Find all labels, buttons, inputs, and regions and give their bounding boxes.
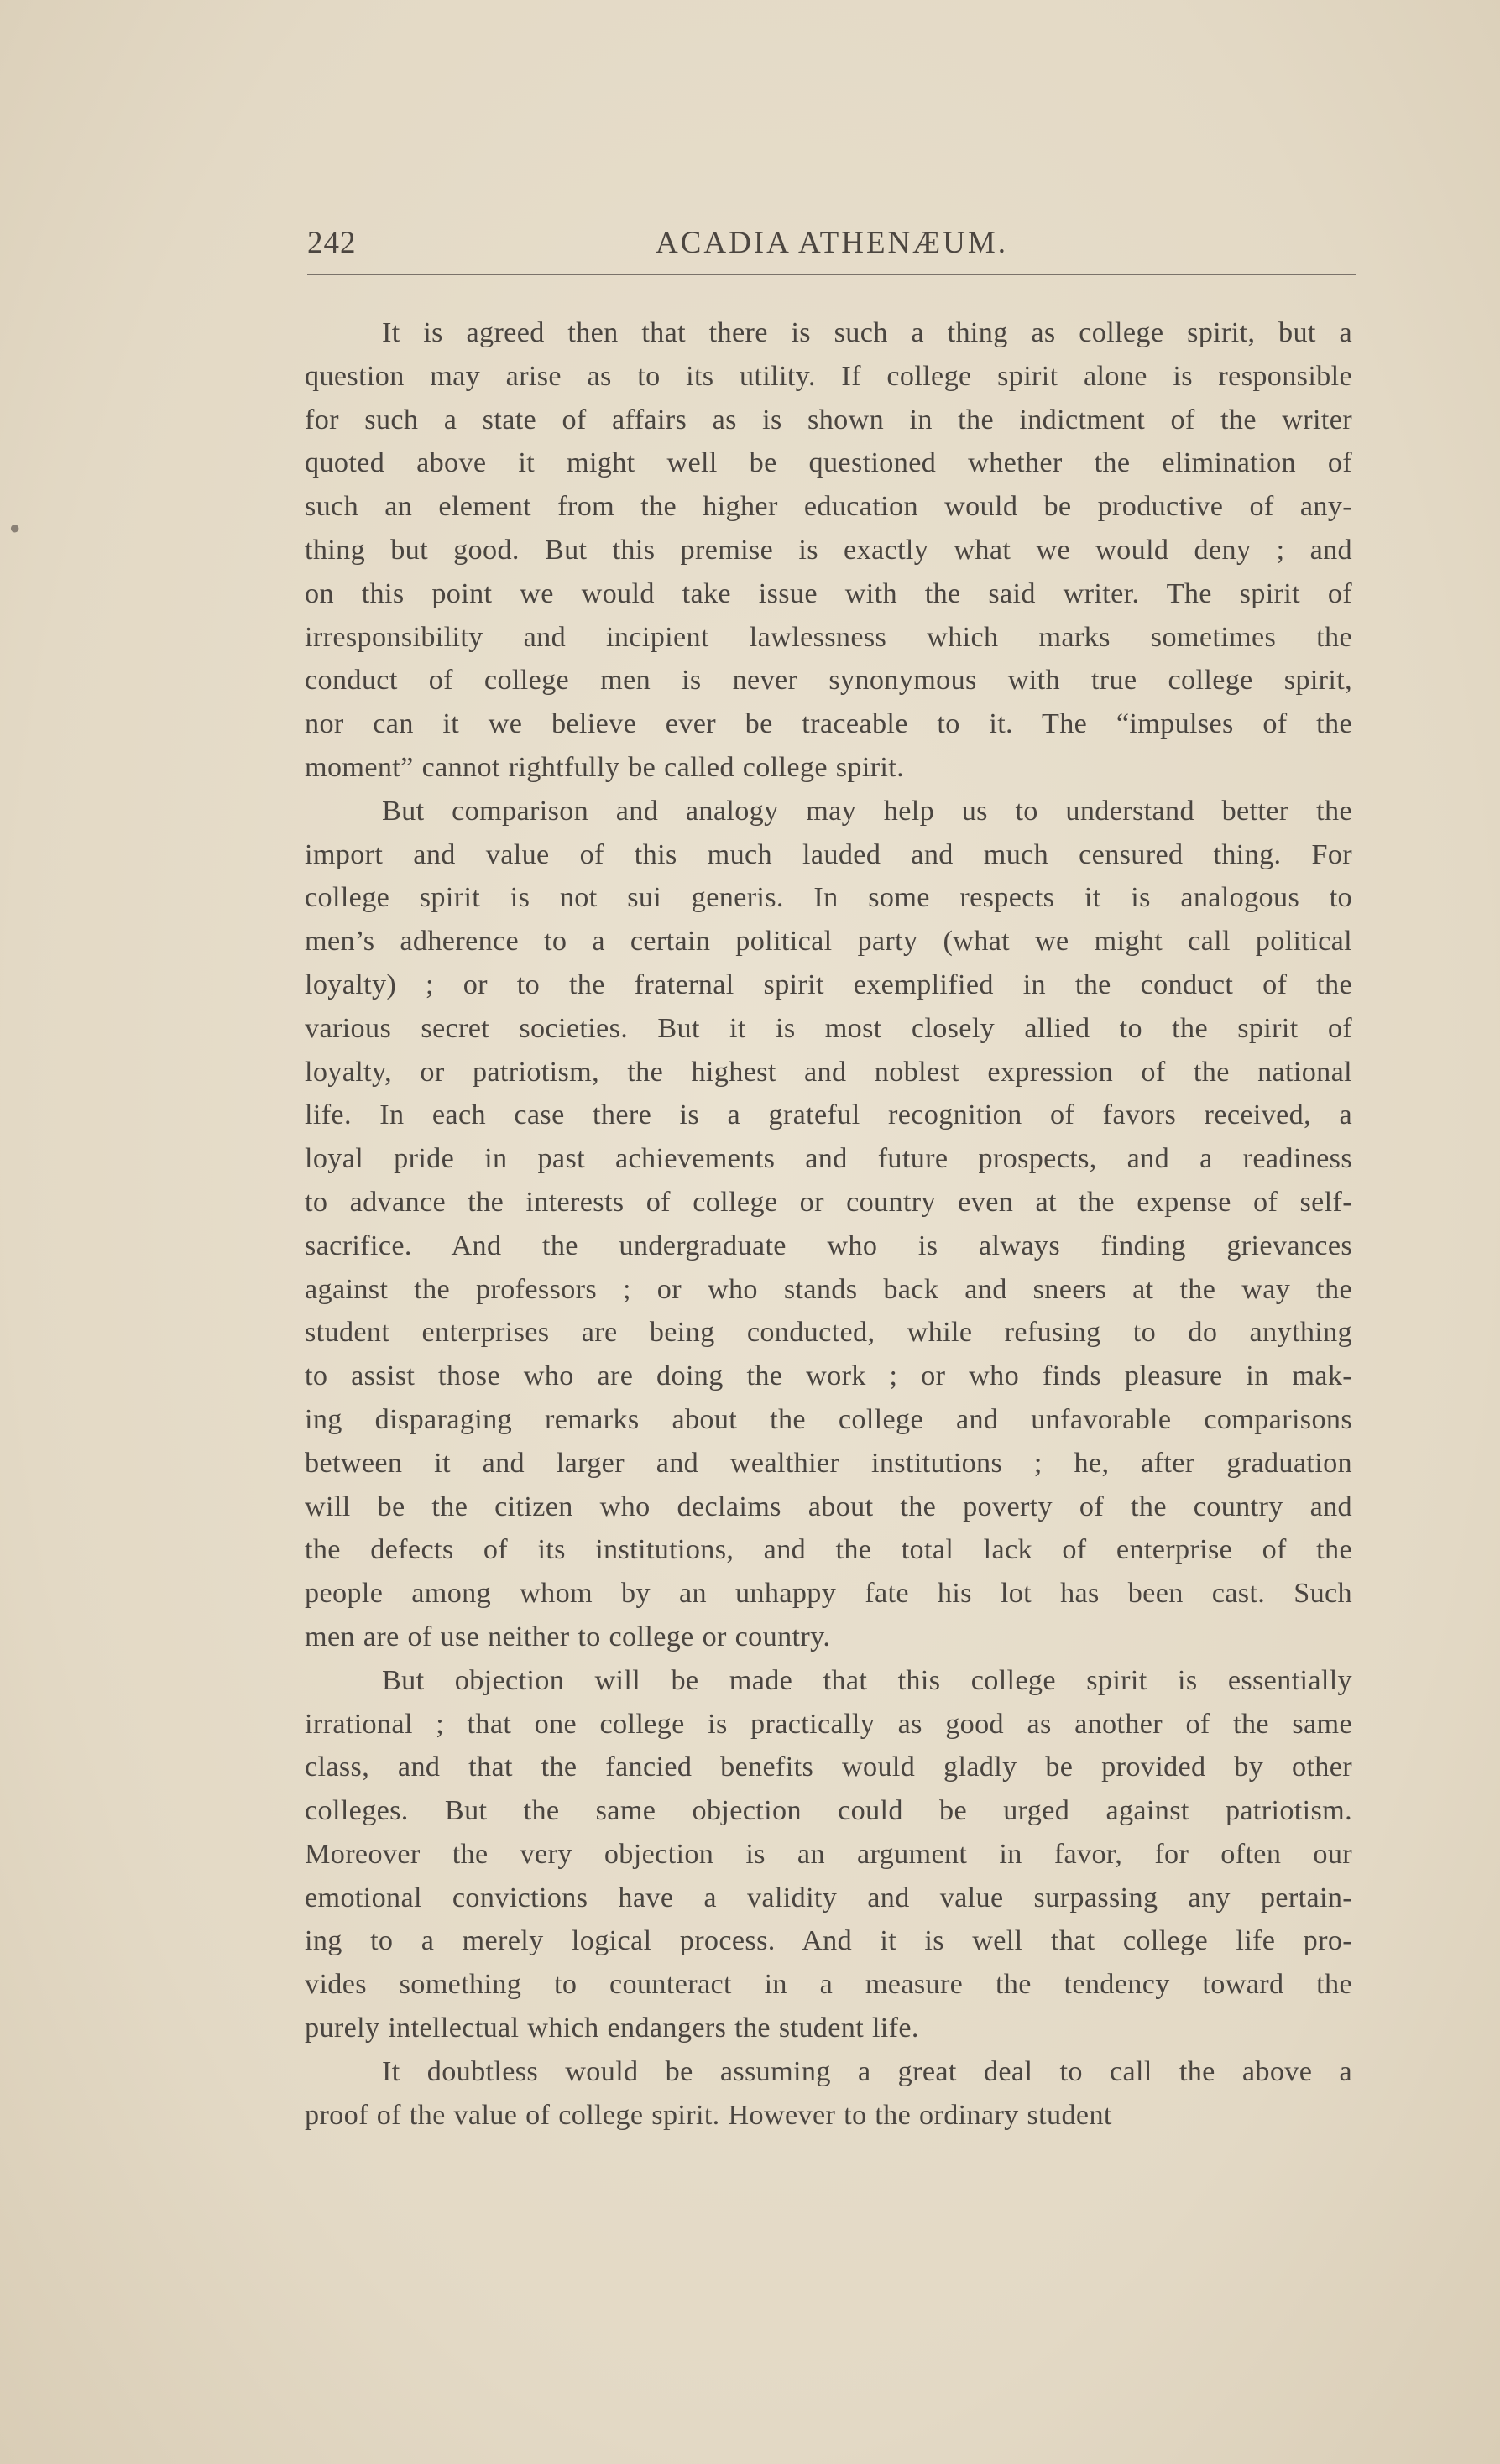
text-line: purely intellectual which endangers the student life. bbox=[305, 2012, 919, 2044]
text-line: moment” cannot rightfully be called college spirit. bbox=[305, 751, 905, 783]
text-line: loyalty, or patriotism, the highest and noblest expression of the national bbox=[305, 1056, 1352, 1088]
text-line: such an element from the higher education would be productive of any- bbox=[305, 491, 1352, 523]
text-line: irrational ; that one college is practically as good as another of the same bbox=[305, 1708, 1352, 1740]
text-line: college spirit is not sui generis. In some respects it is analogous to bbox=[305, 882, 1352, 914]
text-line: men are of use neither to college or country. bbox=[305, 1621, 831, 1652]
text-line: loyal pride in past achievements and future prospects, and a readiness bbox=[305, 1143, 1352, 1175]
text-line: irresponsibility and incipient lawlessness which marks sometimes the bbox=[305, 621, 1352, 653]
paragraph bbox=[305, 311, 1352, 790]
text-line: But objection will be made that this college spirit is essentially bbox=[382, 1664, 1352, 1696]
text-line: It doubtless would be assuming a great deal to call the above a bbox=[382, 2055, 1352, 2087]
text-line: conduct of college men is never synonymous with true college spirit, bbox=[305, 665, 1352, 697]
text-line: against the professors ; or who stands back and sneers at the way the bbox=[305, 1273, 1352, 1305]
text-line: thing but good. But this premise is exactly what we would deny ; and bbox=[305, 534, 1352, 566]
text-line: loyalty) ; or to the fraternal spirit exemplified in the conduct of the bbox=[305, 968, 1352, 1000]
page-header bbox=[307, 225, 1356, 267]
paragraph bbox=[305, 790, 1352, 1659]
text-line: for such a state of affairs as is shown in the indictment of the writer bbox=[305, 404, 1352, 436]
text-line: to assist those who are doing the work ; or who finds pleasure in mak- bbox=[305, 1360, 1352, 1392]
text-line: question may arise as to its utility. If college spirit alone is responsible bbox=[305, 360, 1352, 392]
text-line: the defects of its institutions, and the total lack of enterprise of the bbox=[305, 1534, 1352, 1566]
article-body bbox=[305, 311, 1352, 2137]
text-line: import and value of this much lauded and much censured thing. For bbox=[305, 838, 1352, 870]
text-line: Moreover the very objection is an argument in favor, for often our bbox=[305, 1838, 1352, 1870]
text-line: ing disparaging remarks about the college and unfavorable comparisons bbox=[305, 1403, 1352, 1435]
page-number: 242 bbox=[307, 226, 357, 260]
paragraph bbox=[305, 1659, 1352, 2050]
text-line: nor can it we believe ever be traceable to it. The “impulses of the bbox=[305, 708, 1352, 740]
text-line: vides something to counteract in a measure the tendency toward the bbox=[305, 1969, 1352, 2001]
text-line: But comparison and analogy may help us to understand better the bbox=[382, 795, 1352, 827]
text-line: sacrifice. And the undergraduate who is always finding grievances bbox=[305, 1229, 1352, 1261]
text-line: various secret societies. But it is most closely allied to the spirit of bbox=[305, 1012, 1352, 1044]
text-line: to advance the interests of college or country even at the expense of self- bbox=[305, 1186, 1352, 1218]
text-line: colleges. But the same objection could be urged against patriotism. bbox=[305, 1795, 1352, 1827]
paragraph bbox=[305, 2050, 1352, 2138]
text-line: emotional convictions have a validity and value surpassing any pertain- bbox=[305, 1882, 1352, 1913]
text-line: class, and that the fancied benefits would gladly be provided by other bbox=[305, 1751, 1352, 1783]
text-line: It is agreed then that there is such a thing as college spirit, but a bbox=[382, 317, 1352, 348]
text-line: proof of the value of college spirit. However to the ordinary student bbox=[305, 2099, 1112, 2131]
text-line: will be the citizen who declaims about the poverty of the country and bbox=[305, 1490, 1352, 1522]
text-line: on this point we would take issue with the said writer. The spirit of bbox=[305, 577, 1352, 609]
running-title: ACADIA ATHENÆUM. bbox=[655, 226, 1009, 260]
text-line: student enterprises are being conducted, while refusing to do anything bbox=[305, 1317, 1352, 1349]
text-line: quoted above it might well be questioned whether the elimination of bbox=[305, 447, 1352, 479]
text-line: men’s adherence to a certain political party (what we might call political bbox=[305, 926, 1352, 958]
text-line: people among whom by an unhappy fate his lot has been cast. Such bbox=[305, 1578, 1352, 1610]
header-rule bbox=[307, 274, 1356, 275]
text-line: life. In each case there is a grateful recognition of favors received, a bbox=[305, 1099, 1352, 1131]
text-line: ing to a merely logical process. And it is well that college life pro- bbox=[305, 1925, 1352, 1957]
text-line: between it and larger and wealthier institutions ; he, after graduation bbox=[305, 1447, 1352, 1479]
margin-mark: ● bbox=[9, 517, 21, 538]
